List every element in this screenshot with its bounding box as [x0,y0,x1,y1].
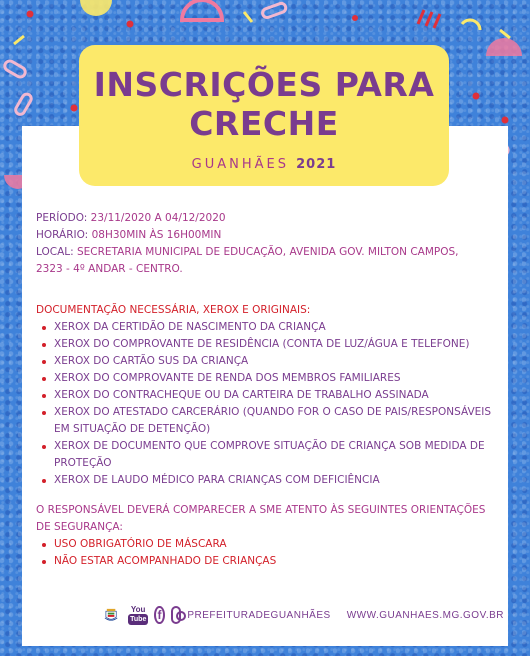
safety-intro: O RESPONSÁVEL DEVERÁ COMPARECER A SME ATENTO ÀS SEGUINTES ORIENTAÇÕES DE SEGURANÇA: [36,504,486,533]
list-item: USO OBRIGATÓRIO DE MÁSCARA [36,536,496,553]
city-seal-icon [104,599,118,631]
list-item: NÃO ESTAR ACOMPANHADO DE CRIANÇAS [36,553,496,570]
info-block [36,210,506,278]
youtube-icon-top: You [130,605,146,614]
red-dot-deco-4 [27,11,34,18]
pink-ring-deco-4 [14,92,33,116]
local-line [36,244,476,278]
pink-half-circle-deco [182,0,222,20]
list-item: XEROX DO ATESTADO CARCERÁRIO (QUANDO FOR O CASO DE PAIS/RESPONSÁVEIS EM SITUAÇÃO DE DETENÇÃO) [36,404,496,438]
red-dot-deco-6 [352,15,358,21]
footer [104,600,504,630]
safety-section [36,502,496,570]
horario-line [36,227,506,244]
list-item: XEROX DE LAUDO MÉDICO PARA CRIANÇAS COM DEFICIÊNCIA [36,472,496,489]
yellow-arc-deco-2 [462,20,480,30]
local-value: SECRETARIA MUNICIPAL DE EDUCAÇÃO, AVENIDA GOV. MILTON CAMPOS, 2323 - 4º ANDAR - CENTRO. [36,246,459,275]
red-dot-deco-5 [127,21,134,28]
yellow-dash-deco-2 [244,12,252,22]
website-link[interactable]: WWW.GUANHAES.MG.GOV.BR [346,609,504,621]
list-item: XEROX DO COMPROVANTE DE RESIDÊNCIA (CONTA DE LUZ/ÁGUA E TELEFONE) [36,336,496,353]
subtitle-city: GUANHÃES [191,157,289,172]
yellow-dash-deco-3 [500,30,510,38]
instagram-icon[interactable] [171,606,182,624]
pink-ring-deco [3,59,27,79]
social-handle: PREFEITURADEGUANHÃES [187,609,331,621]
documents-section [36,302,496,489]
list-item: XEROX DE DOCUMENTO QUE COMPROVE SITUAÇÃO DE CRIANÇA SOB MEDIDA DE PROTEÇÃO [36,438,496,472]
periodo-value: 23/11/2020 A 04/12/2020 [90,212,226,224]
page-title: INSCRIÇÕES PARA CRECHE [93,65,435,143]
list-item: XEROX DO CONTRACHEQUE OU DA CARTEIRA DE TRABALHO ASSINADA [36,387,496,404]
youtube-icon-bottom: Tube [130,616,147,623]
red-dot-deco-3 [502,117,509,124]
list-item: XEROX DO CARTÃO SUS DA CRIANÇA [36,353,496,370]
red-slash-deco-3 [434,14,440,28]
documents-heading: DOCUMENTAÇÃO NECESSÁRIA, XEROX E ORIGINAIS: [36,304,311,316]
pink-half-circle-deco-2 [486,38,522,56]
list-item: XEROX DA CERTIDÃO DE NASCIMENTO DA CRIANÇA [36,319,496,336]
facebook-icon[interactable]: f [154,606,165,624]
red-dot-deco [71,105,78,112]
red-slash-deco [418,10,424,24]
youtube-icon[interactable] [128,605,148,625]
horario-label: HORÁRIO: [36,229,89,241]
subtitle-year: 2021 [296,157,337,172]
page-subtitle [79,157,449,172]
list-item: XEROX DO COMPROVANTE DE RENDA DOS MEMBROS FAMILIARES [36,370,496,387]
red-slash-deco-2 [426,12,432,26]
periodo-label: PERÍODO: [36,212,88,224]
red-dot-deco-2 [473,93,480,100]
periodo-line [36,210,506,227]
documents-list [36,319,496,489]
safety-list [36,536,496,570]
local-label: LOCAL: [36,246,74,258]
yellow-half-circle-deco [80,0,112,16]
horario-value: 08H30MIN ÀS 16H00MIN [91,229,222,241]
yellow-dash-deco [14,36,24,44]
pink-ring-deco-3 [261,2,287,19]
title-box [79,45,449,186]
